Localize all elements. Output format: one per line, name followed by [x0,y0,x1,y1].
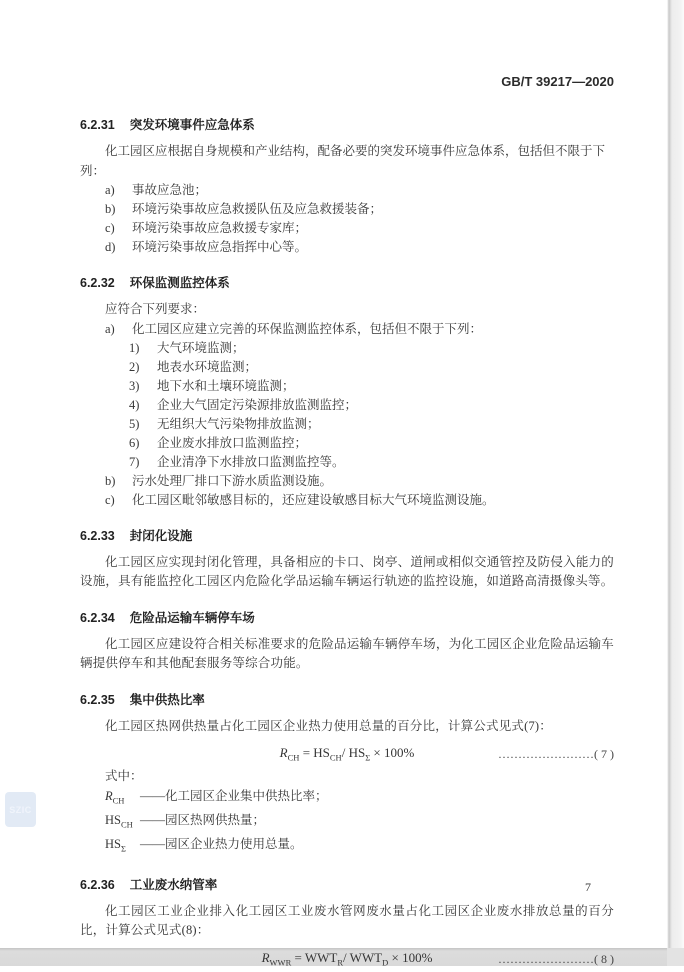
definition-text: 园区企业热力使用总量。 [165,837,303,851]
section-number: 6.2.36 [80,878,115,892]
definition-row [105,835,614,859]
list-item-label: b) [105,472,132,491]
section-number: 6.2.35 [80,693,115,707]
section-number: 6.2.31 [80,118,115,132]
definition-text: 化工园区企业集中供热比率； [165,789,328,803]
definition-dash: —— [140,837,165,851]
section-number: 6.2.34 [80,611,115,625]
scan-edge-corner [667,948,684,966]
list-item-text: 大气环境监测； [157,339,614,358]
list-item [105,219,614,238]
section-heading [80,611,614,626]
list-item [105,491,614,510]
list-item-label: c) [105,219,132,238]
where-label: 式中： [105,767,614,787]
section-heading [80,693,614,708]
list-item-text: 地下水和土壤环境监测； [157,377,614,396]
section-title: 集中供热比率 [130,693,205,707]
list-item-label: b) [105,200,132,219]
list-item-text: 环境污染事故应急救援队伍及应急救援装备； [132,200,614,219]
sublist-item [129,453,614,472]
definition-row [105,787,614,811]
list-item-label: a) [105,320,132,339]
list-item-label: 2) [129,358,157,377]
list-item [105,181,614,200]
list-item-text: 化工园区应建立完善的环保监测监控体系，包括但不限于下列： [132,320,614,339]
section-number: 6.2.32 [80,276,115,290]
list-item-label: a) [105,181,132,200]
list-item-label: 7) [129,453,157,472]
equation-number: ( 8 ) [594,952,614,966]
sublist-item [129,396,614,415]
list-item-text: 事故应急池； [132,181,614,200]
formula-leader: ……………………( 7 ) [498,744,614,764]
formula-leader: ……………………( 8 ) [498,949,614,969]
watermark-stamp: SZIC [5,792,36,827]
list-item [105,238,614,257]
page-number: 7 [585,880,591,895]
sublist-item [129,377,614,396]
definition-row [105,811,614,835]
list-item-label: 1) [129,339,157,358]
definition-text: 园区热网供热量； [165,813,265,827]
section-heading [80,276,614,291]
formula-8 [80,948,614,968]
list-item-label: 5) [129,415,157,434]
definition-variable: $HS_{CH}$ [105,811,140,835]
list-item [105,472,614,491]
paragraph: 化工园区应建设符合相关标准要求的危险品运输车辆停车场，为化工园区企业危险品运输车辆提供停车和其他配套服务等综合功能。 [80,635,614,674]
section-title: 工业废水纳管率 [130,878,218,892]
definition-dash: —— [140,789,165,803]
section-heading [80,878,614,893]
list-item-text: 企业清净下水排放口监测监控等。 [157,453,614,472]
section-number: 6.2.33 [80,529,115,543]
sublist-item [129,339,614,358]
standard-number-header: GB/T 39217—2020 [80,74,614,90]
paragraph: 化工园区热网供热量占化工园区企业热力使用总量的百分比，计算公式见式(7)： [80,717,614,737]
formula-expression: $R_{WWR} = WWT_R/$ $WWT_D \times 100\%$ [262,948,433,972]
list-item-text: 化工园区毗邻敏感目标的，还应建设敏感目标大气环境监测设施。 [132,491,614,510]
section-title: 封闭化设施 [130,529,193,543]
sublist-item [129,434,614,453]
list-item-text: 企业大气固定污染源排放监测监控； [157,396,614,415]
sublist-item [129,415,614,434]
list-item-label: d) [105,238,132,257]
paragraph: 化工园区应实现封闭化管理，具备相应的卡口、岗亭、道闸或相似交通管控及防侵入能力的设施，具有能监控化工园区内危险化学品运输车辆运行轨迹的监控设施，如道路高清摄像头等。 [80,553,614,592]
section-title: 环保监测监控体系 [130,276,230,290]
list-item-text: 企业废水排放口监测监控； [157,434,614,453]
list-item-text: 环境污染事故应急指挥中心等。 [132,238,614,257]
sublist-item [129,358,614,377]
paragraph: 应符合下列要求： [80,300,614,320]
equation-number: ( 7 ) [594,747,614,761]
definition-dash: —— [140,813,165,827]
paragraph: 化工园区工业企业排入化工园区工业废水管网废水量占化工园区企业废水排放总量的百分比，计算公式见式(8)： [80,902,614,941]
list-item-text: 无组织大气污染物排放监测； [157,415,614,434]
list-item [105,320,614,339]
list-item-label: 4) [129,396,157,415]
formula-expression: $R_{CH} = HS_{CH}/$ $HS_\Sigma \times 100\%$ [280,743,415,768]
section-title: 突发环境事件应急体系 [130,118,255,132]
formula-7 [80,743,614,763]
list-item-label: c) [105,491,132,510]
list-item-text: 环境污染事故应急救援专家库； [132,219,614,238]
section-title: 危险品运输车辆停车场 [130,611,255,625]
definition-variable: $HS_\Sigma$ [105,835,140,859]
definition-variable: $R_{CH}$ [105,787,140,811]
list-item [105,200,614,219]
list-item-text: 地表水环境监测； [157,358,614,377]
scan-edge-right [667,0,684,949]
list-item-label: 6) [129,434,157,453]
page-content [80,74,614,972]
list-item-label: 3) [129,377,157,396]
section-heading [80,529,614,544]
section-heading [80,118,614,133]
list-item-text: 污水处理厂排口下游水质监测设施。 [132,472,614,491]
paragraph: 化工园区应根据自身规模和产业结构，配备必要的突发环境事件应急体系，包括但不限于下列： [80,142,614,181]
